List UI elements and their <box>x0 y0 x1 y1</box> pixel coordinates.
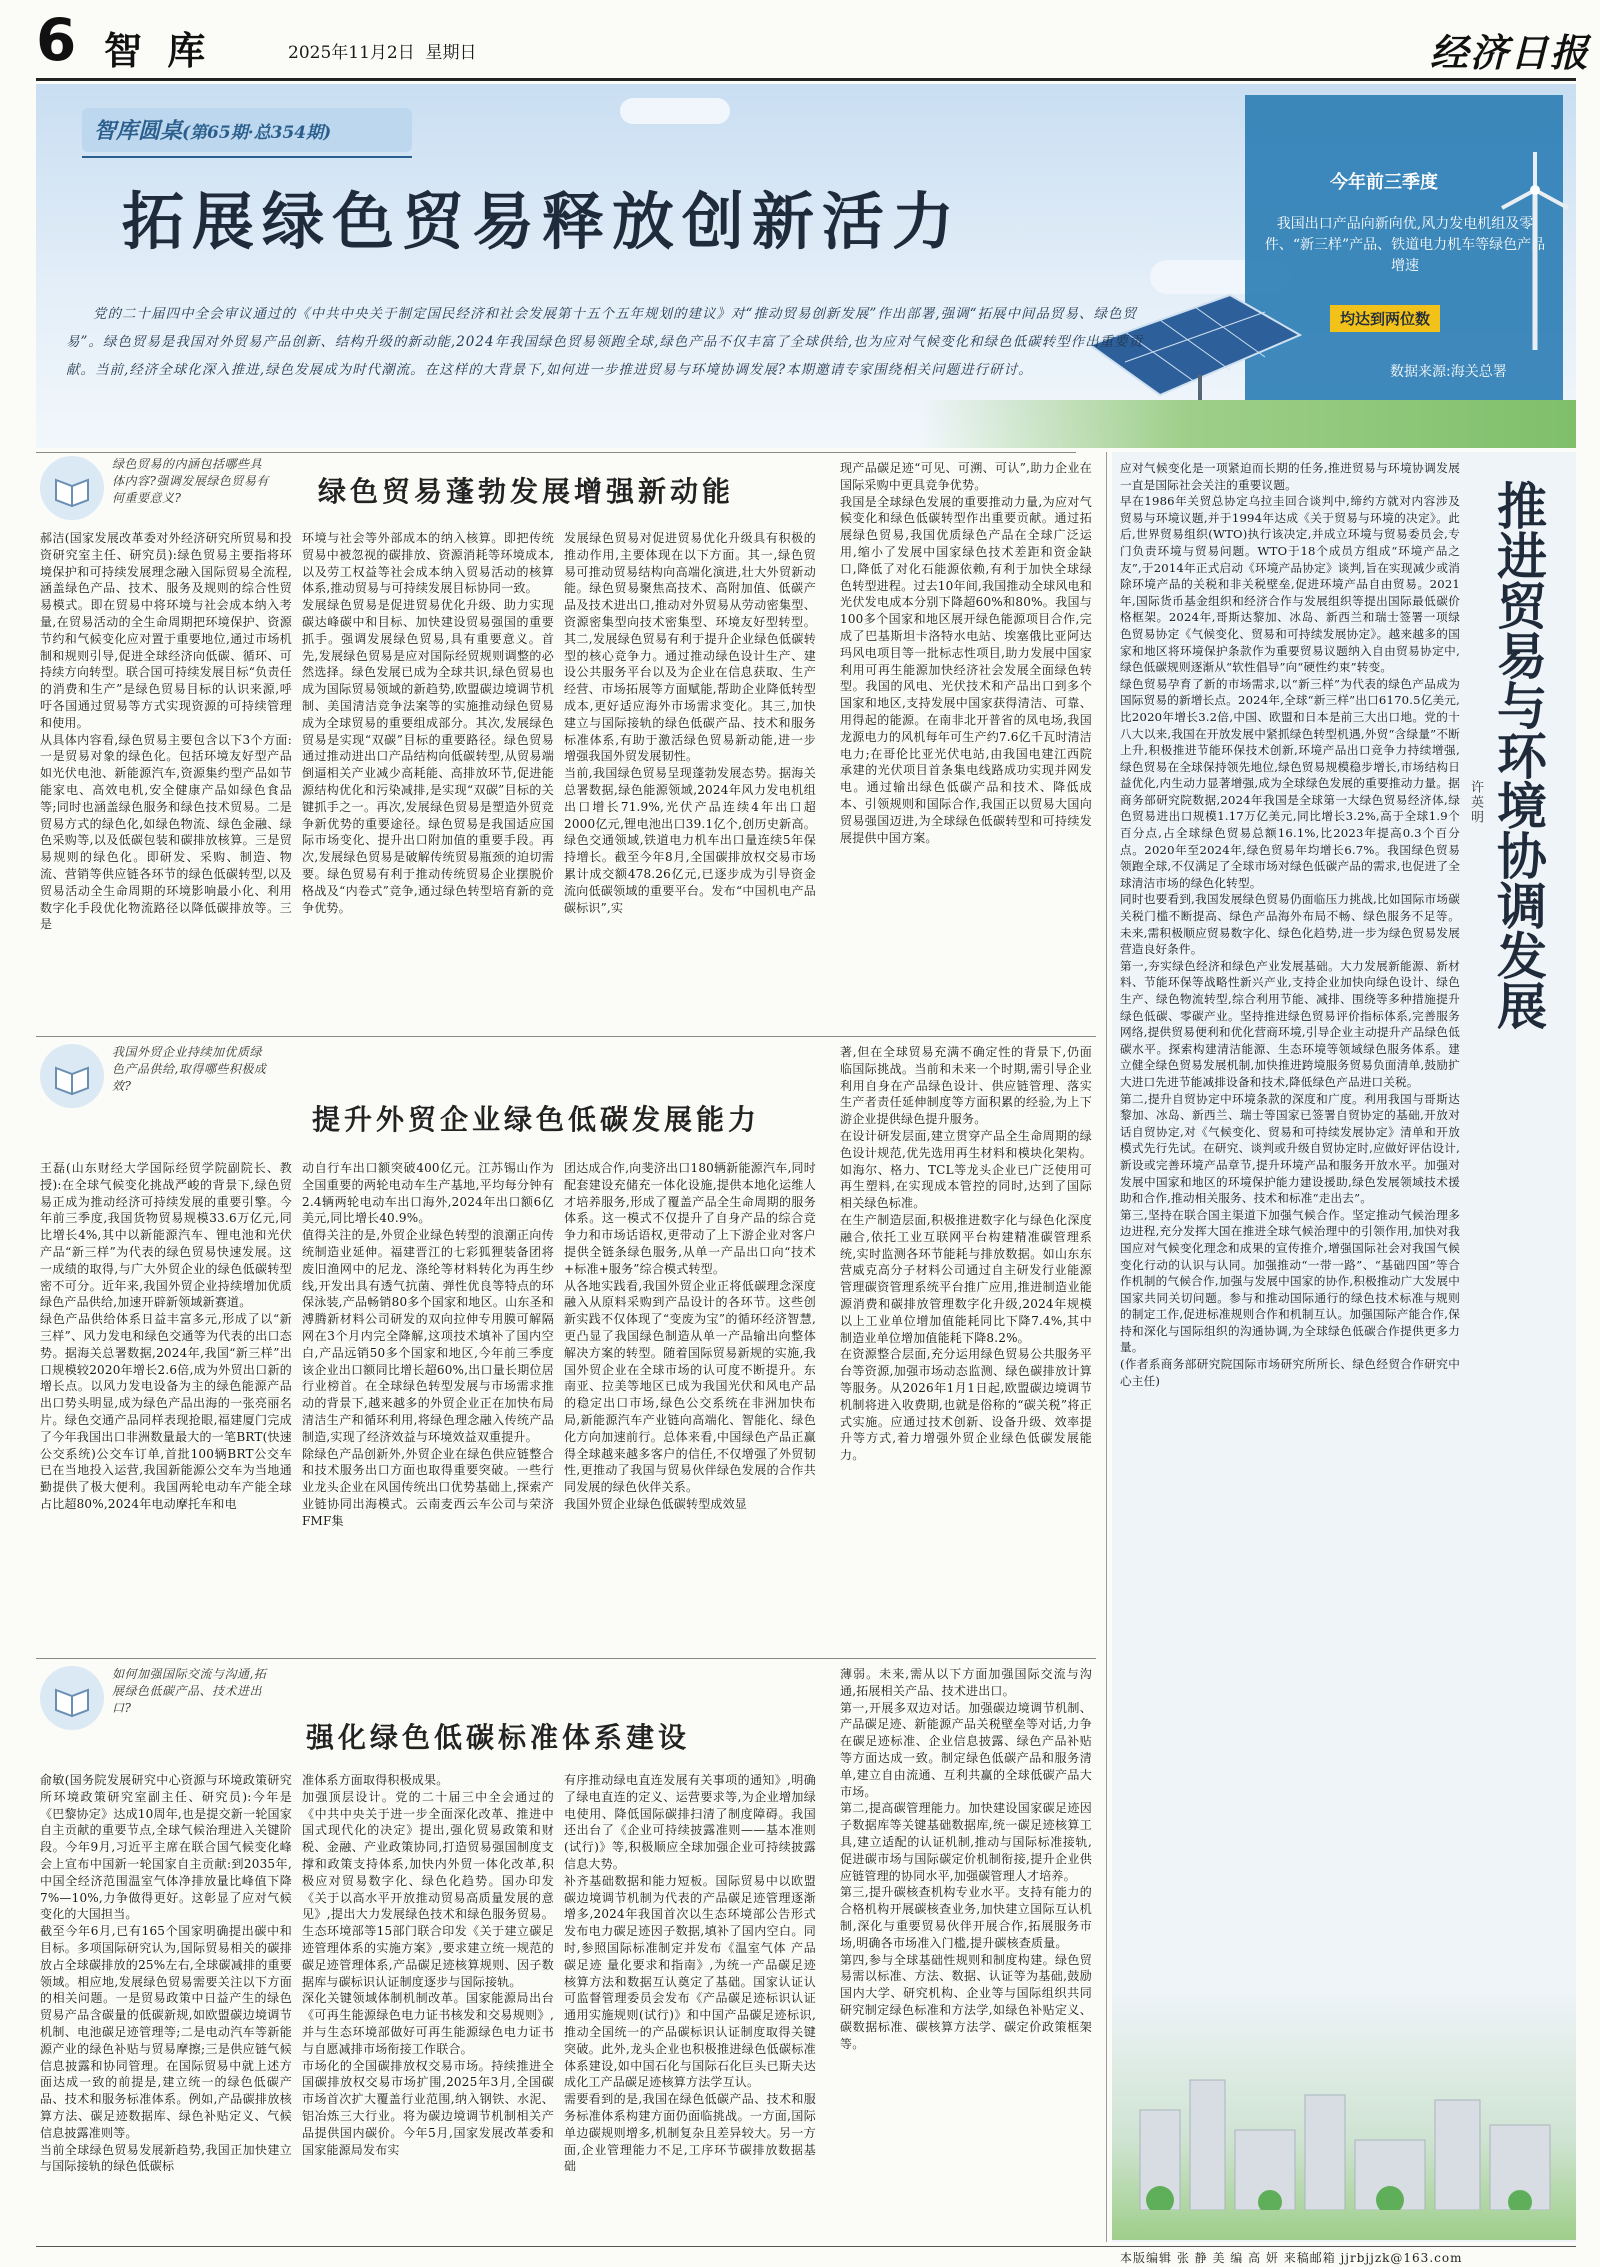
header-bottom-rule <box>36 452 1076 453</box>
question-book-icon <box>40 1666 104 1730</box>
question-book-icon <box>40 1044 104 1108</box>
article-column: 团达成合作,向斐济出口180辆新能源汽车,同时配套建设充储充一体化设施,提供本地化运维人才培养服务,形成了覆盖产品全生命周期的服务体系。这一模式不仅提升了自身产品的综合竞争力和市场话语权,更带动了上下游企业对客户提供全链条绿色服务,从单一产品出口向“技术+标准+服务”综合模式转型。 从各地实践看,我国外贸企业正将低碳理念深度融入从原料采购到产品设计的各环节。这些创新实践不仅体现了“变废为宝”的循环经济智慧,更凸显了我国绿色制造从单一产品输出向整体解决方案的转型。随着国际贸易新规的实施,我国外贸企业在全球市场的认可度不断提升。东南亚、拉美等地区已成为我国光伏和风电产品的稳定出口市场,绿色公交系统在非洲加快布局,新能源汽车产业链向高端化、智能化、绿色化方向加速前行。总体来看,中国绿色产品正赢得全球越来越多客户的信任,不仅增强了外贸韧性,更推动了我国与贸易伙伴绿色发展的合作共同发展的绿色伙伴关系。 我国外贸企业绿色低碳转型成效显 <box>564 1161 816 1511</box>
article-column: 有序推动绿电直连发展有关事项的通知》,明确了绿电直连的定义、运营要求等,为企业增加绿电使用、降低国际碳排扫清了制度障碍。我国还出台了《企业可持续披露准则——基本准则(试行)》等,积极顺应全球加强企业可持续披露信息大势。 补齐基础数据和能力短板。国际贸易中以欧盟碳边境调节机制为代表的产品碳足迹管理逐渐增多,2024年我国首次以生态环境部公告形式发布电力碳足迹因子数据,填补了国内空白。同时,参照国际标准制定并发布《温室气体 产品碳足迹 量化要求和指南》,为统一产品碳足迹核算方法和数据互认奠定了基础。国家认证认可监督管理委员会发布《产品碳足迹标识认证通用实施规则(试行)》和中国产品碳足迹标识,推动全国统一的产品碳标识认证制度取得关键突破。此外,龙头企业也积极推进绿色低碳标准体系建设,如中国石化与国际石化巨头已斯夫达成化工产品碳足迹核算方法学互认。 需要看到的是,我国在绿色低碳产品、技术和服务标准体系构建方面仍面临挑战。一方面,国际单边碳规则增多,机制复杂且差异较大。另一方面,企业管理能力不足,工序环节碳排放数据基础 <box>564 1773 816 2174</box>
info-source: 数据来源:海关总署 <box>1390 364 1507 380</box>
article-column: 发展绿色贸易对促进贸易优化升级具有积极的推动作用,主要体现在以下方面。其一,绿色贸易可推动贸易结构向高端化演进,壮大外贸新动能。绿色贸易聚焦高技术、高附加值、低碳产品及技术进出口,推动对外贸易从劳动密集型、资源密集型向技术密集型、环境友好型转型。其二,发展绿色贸易有利于提升企业绿色低碳转型的核心竞争力。通过推动绿色设计生产、建设公共服务平台以及为企业在信息获取、生产经营、市场拓展等方面赋能,帮助企业降低转型成本,更好适应海外市场需求变化。其三,加快建立与国际接轨的绿色低碳产品、技术和服务标准体系,有助于激活绿色贸易新动能,进一步增强我国外贸发展韧性。 当前,我国绿色贸易呈现蓬勃发展态势。据海关总署数据,绿色能源领域,2024年风力发电机组出口增长71.9%,光伏产品连续4年出口超2000亿元,锂电池出口39.1亿个,创历史新高。绿色交通领域,铁道电力机车出口量连续5年保持增长。截至今年8月,全国碳排放权交易市场累计成交额478.26亿元,已逐步成为引导资金流向低碳领域的重要平台。发布“中国机电产品碳标识”,实 <box>564 531 816 915</box>
page-number: 6 <box>36 6 77 74</box>
info-text: 我国出口产品向新向优,风力发电机组及零件、“新三样”产品、铁道电力机车等绿色产品增速 <box>1264 216 1546 274</box>
page-headline: 拓展绿色贸易释放创新活力 <box>122 185 963 258</box>
article-column: 著,但在全球贸易充满不确定性的背景下,仍面临国际挑战。当前和未来一个时期,需引导企业利用自身在产品绿色设计、供应链管理、落实生产者责任延伸制度等方面积累的经验,为上下游企业提供绿色提升服务。 在设计研发层面,建立贯穿产品全生命周期的绿色设计规范,优先选用再生材料和模块化架构。如海尔、格力、TCL等龙头企业已广泛使用可再生塑料,在实现成本管控的同时,达到了国际相关绿色标准。 在生产制造层面,积极推进数字化与绿色化深度融合,依托工业互联网平台构建精准碳管理系统,实时监测各环节能耗与排放数据。如山东东营威克高分子材料公司通过自主研发行业能源管理碳资管理系统平台推广应用,推进制造业能源消费和碳排放管理数字化升级,2024年规模以上工业单位增加值能耗同比下降7.4%,其中制造业单位增加值能耗下降8.2%。 在资源整合层面,充分运用绿色贸易公共服务平台等资源,加强市场动态监测、绿色碳排放计算等服务。从2026年1月1日起,欧盟碳边境调节机制将进入收费期,也就是俗称的“碳关税”将正式实施。应通过技术创新、设备升级、效率提升等方式,着力增强外贸企业绿色低碳发展能力。 <box>840 1045 1092 1463</box>
article-column: 郝洁(国家发展改革委对外经济研究所贸易和投资研究室主任、研究员):绿色贸易主要指将环境保护和可持续发展理念融入国际贸易全流程,涵盖绿色产品、技术、服务及规则的综合性贸易模式。即在贸易中将环境与社会成本纳入考量,在贸易活动的全生命周期把环境保护、资源节约和气候变化应对置于重要地位,通过市场机制和规则引导,促进全球经济向低碳、循环、可持续方向转型。联合国可持续发展目标“负责任的消费和生产”是绿色贸易目标的认识来源,呼吁各国通过贸易等方式实现资源的可持续管理和使用。 从具体内容看,绿色贸易主要包含以下3个方面:一是贸易对象的绿色化。包括环境友好型产品如光伏电池、新能源汽车,资源集约型产品如节能家电、高效电机,安全健康产品如绿色食品等;同时也涵盖绿色服务和绿色技术贸易。二是贸易方式的绿色化,如绿色物流、绿色金融、绿色采购等,以及低碳包装和碳排放核算。三是贸易规则的绿色化。即研发、采购、制造、物流、营销等供应链各环节的绿色低碳转型,以及贸易活动全生命周期的环境影响最小化、利用数字化手段优化物流路径以降低碳排放等。三是 <box>40 531 292 932</box>
question-text: 我国外贸企业持续加优质绿色产品供给,取得哪些积极成效? <box>112 1045 267 1093</box>
green-ground-decoration <box>920 400 1576 448</box>
masthead-rule <box>36 78 1576 81</box>
issue-date: 2025年11月2日 星期日 <box>288 43 477 63</box>
article-column: 现产品碳足迹“可见、可溯、可认”,助力企业在国际采购中更具竞争优势。 我国是全球绿色发展的重要推动力量,为应对气候变化和绿色低碳转型作出重要贡献。通过拓展绿色贸易,我国优质绿色产品在全球广泛运用,缩小了发展中国家绿色技术差距和资金缺口,降低了对化石能源依赖,有利于加快全球绿色转型进程。过去10年间,我国推动全球风电和光伏发电成本分别下降超60%和80%。我国与100多个国家和地区展开绿色能源项目合作,完成了巴基斯坦卡洛特水电站、埃塞俄比亚阿达玛风电项目等一批标志性项目,助力发展中国家利用可再生能源加快经济社会发展全面绿色转型。我国的风电、光伏技术和产品出口到多个国家和地区,支持发展中国家获得清洁、可靠、用得起的能源。在南非北开普省的凤电场,我国龙源电力的风机每年可生产约7.6亿千瓦时清洁电力;在哥伦比亚光伏电站,由我国电建江西院承建的光伏项目首条集电线路成功实现并网发电。通过输出绿色低碳产品和技术、降低成本、引领规则和国际合作,我国正以贸易大国向贸易强国迈进,为全球绿色低碳转型和可持续发展提供中国方案。 <box>840 461 1092 845</box>
wind-turbine-illustration <box>1500 150 1570 350</box>
city-skyline-illustration <box>1130 2040 1560 2210</box>
commentary-author: 许英明 <box>1468 780 1483 825</box>
lead-paragraph: 党的二十届四中全会审议通过的《中共中央关于制定国民经济和社会发展第十五个五年规划的建议》对“推动贸易创新发展”作出部署,强调“拓展中间品贸易、绿色贸易”。绿色贸易是我国对外贸易产品创新、结构升级的新动能,2024年我国绿色贸易领跑全球,绿色产品不仅丰富了全球供给,也为应对气候变化和绿色低碳转型作出重要贡献。当前,经济全球化深入推进,绿色发展成为时代潮流。在这样的大背景下,如何进一步推进贸易与环境协调发展?本期邀请专家围绕相关问题进行研讨。 <box>66 306 1144 378</box>
article-column: 准体系方面取得积极成果。 加强顶层设计。党的二十届三中全会通过的《中共中央关于进一步全面深化改革、推进中国式现代化的决定》提出,强化贸易政策和财税、金融、产业政策协同,打造贸易强国制度支撑和政策支持体系,加快内外贸一体化改革,积极应对贸易数字化、绿色化趋势。国办印发《关于以高水平开放推动贸易高质量发展的意见》,提出大力发展绿色技术和绿色服务贸易。生态环境部等15部门联合印发《关于建立碳足迹管理体系的实施方案》,要求建立统一规范的碳足迹管理体系,产品碳足迹核算规则、因子数据库与碳标识认证制度逐步与国际接轨。 深化关键领域体制机制改革。国家能源局出台《可再生能源绿色电力证书核发和交易规则》,并与生态环境部做好可再生能源绿色电力证书与自愿减排市场衔接工作联合。 市场化的全国碳排放权交易市场。持续推进全国碳排放权交易市场扩围,2025年3月,全国碳市场首次扩大覆盖行业范围,纳入钢铁、水泥、铝冶炼三大行业。将为碳边境调节机制相关产品提供国内碳价。今年5月,国家发展改革委和国家能源局发布实 <box>302 1773 554 2157</box>
article-column: 环境与社会等外部成本的纳入核算。即把传统贸易中被忽视的碳排放、资源消耗等环境成本,以及劳工权益等社会成本纳入贸易活动的核算体系,推动贸易与可持续发展目标协同一致。 发展绿色贸易是促进贸易优化升级、助力实现碳达峰碳中和目标、加快建设贸易强国的重要抓手。强调发展绿色贸易,具有重要意义。首先,发展绿色贸易是应对国际经贸规则调整的必然选择。绿色发展已成为全球共识,绿色贸易也成为国际贸易领域的新趋势,欧盟碳边境调节机制、美国清洁竞争法案等的实施推动绿色贸易成为全球贸易的重要组成部分。其次,发展绿色贸易是实现“双碳”目标的重要路径。绿色贸易通过推动进出口产品结构向低碳转型,从贸易端倒逼相关产业减少高耗能、高排放环节,促进能源结构优化和污染减排,是实现“双碳”目标的关键抓手之一。再次,发展绿色贸易是塑造外贸竞争新优势的重要途径。绿色贸易是我国适应国际市场变化、提升出口附加值的重要手段。再次,发展绿色贸易是破解传统贸易瓶颈的迫切需要。绿色贸易有利于推动传统贸易企业摆脱价格战及“内卷式”竞争,通过绿色转型培育新的竞争优势。 <box>302 531 554 915</box>
question-box <box>40 1044 280 1108</box>
article-column: 王磊(山东财经大学国际经贸学院副院长、教授):在全球气候变化挑战严峻的背景下,绿色贸易正成为推动经济可持续发展的重要引擎。今年前三季度,我国货物贸易规模33.6万亿元,同比增长4%,其中以新能源汽车、锂电池和光伏产品“新三样”为代表的绿色贸易快速发展。这一成绩的取得,与广大外贸企业的绿色低碳转型密不可分。近年来,我国外贸企业持续增加优质绿色产品供给,加速开辟新领域新赛道。 绿色产品供给体系日益丰富多元,形成了以“新三样”、风力发电和绿色交通等为代表的出口态势。据海关总署数据,2024年,我国“新三样”出口规模较2020年增长2.6倍,成为外贸出口新的增长点。以风力发电设备为主的绿色能源产品出口势头明显,成为绿色产品出海的一张亮丽名片。绿色交通产品同样表现抢眼,福建厦门完成了今年我国出口非洲数量最大的一笔BRT(快速公交系统)公交车订单,首批100辆BRT公交车已在当地投入运营,我国新能源公交车为当地通勤提供了极大便利。我国两轮电动车产能全球占比超80%,2024年电动摩托车和电 <box>40 1161 292 1511</box>
wind-turbine-icon <box>1502 152 1568 350</box>
commentary-title: 推进贸易与环境协调发展 <box>1489 480 1547 1030</box>
info-badge: 均达到两位数 <box>1330 305 1440 332</box>
info-title: 今年前三季度 <box>1330 172 1438 193</box>
section-divider <box>36 1036 1096 1037</box>
editor-credits: 本版编辑 张 静 美 编 高 妍 来稿邮箱 jjrbjjzk@163.com <box>1120 2251 1463 2265</box>
section-title: 绿色贸易蓬勃发展增强新动能 <box>318 475 735 508</box>
question-book-icon <box>40 456 104 520</box>
section-name: 智 库 <box>104 29 212 73</box>
article-column: 薄弱。未来,需从以下方面加强国际交流与沟通,拓展相关产品、技术进出口。 第一,开展多双边对话。加强碳边境调节机制、产品碳足迹、新能源产品关税壁垒等对话,力争在碳足迹标准、企业信息披露、绿色产品补贴等方面达成一致。制定绿色低碳产品和服务清单,建立自由流通、互利共赢的全球低碳产品大市场。 第二,提高碳管理能力。加快建设国家碳足迹因子数据库等关键基础数据库,统一碳足迹核算工具,建立适配的认证机制,推动与国际标准接轨,促进碳市场与国际碳定价机制衔接,提升企业供应链管理的协同水平,加强碳管理人才培养。 第三,提升碳核查机构专业水平。支持有能力的合格机构开展碳核查业务,加快建立国际互认机制,深化与重要贸易伙伴开展合作,拓展服务市场,明确各市场准入门槛,提升碳核查质量。 第四,参与全球基础性规则和制度构建。绿色贸易需以标准、方法、数据、认证等为基础,鼓励国内大学、研究机构、企业等与国际组织共同研究制定绿色标准和方法学,如绿色补贴定义、碳数据标准、碳核算方法学、碳定价政策框架等。 <box>840 1667 1092 2051</box>
buildings-icon <box>1140 2080 1550 2210</box>
article-column: 俞敏(国务院发展研究中心资源与环境政策研究所环境政策研究室副主任、研究员):今年是《巴黎协定》达成10周年,也是提交新一轮国家自主贡献的重要节点,全球气候治理进入关键阶段。今年9月,习近平主席在联合国气候变化峰会上宣布中国新一轮国家自主贡献:到2035年,中国全经济范围温室气体净排放量比峰值下降7%—10%,力争做得更好。这彰显了应对气候变化的大国担当。 截至今年6月,已有165个国家明确提出碳中和目标。多项国际研究认为,国际贸易相关的碳排放占全球碳排放的25%左右,全球碳减排的重要领域。相应地,发展绿色贸易需要关注以下方面的相关问题。一是贸易政策中日益产生的绿色贸易产品含碳量的低碳新规,如欧盟碳边境调节机制、电池碳足迹管理等;二是电动汽车等新能源产业的绿色补贴与贸易摩擦;三是供应链气候信息披露和协同管理。在国际贸易中就上述方面达成一致的前提是,建立统一的绿色低碳产品、技术和服务标准体系。例如,产品碳排放核算方法、碳足迹数据库、绿色补贴定义、气候信息披露准则等。 当前全球绿色贸易发展新趋势,我国正加快建立与国际接轨的绿色低碳标 <box>40 1773 292 2174</box>
question-box <box>40 1666 280 1730</box>
column-label-underline <box>82 156 412 158</box>
section-title: 提升外贸企业绿色低碳发展能力 <box>312 1103 761 1136</box>
question-text: 绿色贸易的内涵包括哪些具体内容?强调发展绿色贸易有何重要意义? <box>112 457 269 505</box>
question-box <box>40 456 280 520</box>
section-divider <box>36 1658 1096 1659</box>
commentary-text: 应对气候变化是一项紧迫而长期的任务,推进贸易与环境协调发展一直是国际社会关注的重要议题。 早在1986年关贸总协定乌拉圭回合谈判中,缔约方就对内容涉及贸易与环境议题,并于1994年达成《关于贸易与环境的决定》。此后,世界贸易组织(WTO)执行该决定,并成立环境与贸易委员会,专门负责环境与贸易问题。WTO于18个成员方组成“环境产品之友”,于2014年正式启动《环境产品协定》谈判,旨在实现减少或消除环境产品的关税和非关税壁垒,促进环境产品自由贸易。2021年,国际货币基金组织和经济合作与发展组织等提出国际最低碳价格框架。2024年,哥斯达黎加、冰岛、新西兰和瑞士签署一项绿色贸易协定《气候变化、贸易和可持续发展协定》。越来越多的国家和地区将环境保护条款作为重要贸易议题纳入自由贸易协定中,绿色低碳规则逐渐从“软性倡导”向“硬性约束”转变。 绿色贸易孕育了新的市场需求,以“新三样”为代表的绿色产品成为国际贸易的新增长点。2024年,全球“新三样”出口6170.5亿美元,比2020年增长3.2倍,中国、欧盟和日本是前三大出口地。党的十八大以来,我国在开放发展中紧抓绿色转型机遇,外贸“含绿量”不断上升,积极推进节能环保技术创新,环境产品出口竞争力持续增强,绿色贸易在全球保持领先地位,绿色贸易规模稳步增长,市场结构日益优化,内生动力显著增强,成为全球绿色发展的重要推动力量。据商务部研究院数据,2024年我国是全球第一大绿色贸易经济体,绿色贸易进出口规模1.17万亿美元,同比增长3.2%,高于全球1.9个百分点,占全球绿色贸易总额16.1%,比2023年提高0.3个百分点。2020年至2024年,绿色贸易年均增长6.7%。我国绿色贸易领跑全球,不仅满足了全球市场对绿色低碳产品的需求,也促进了全球清洁市场的绿色化转型。 同时也要看到,我国发展绿色贸易仍面临压力挑战,比如国际市场碳关税门槛不断提高、绿色产品海外布局不畅、绿色服务不足等。未来,需积极顺应贸易数字化、绿色化趋势,进一步为绿色贸易发展营造良好条件。 第一,夯实绿色经济和绿色产业发展基础。大力发展新能源、新材料、节能环保等战略性新兴产业,支持企业加快向绿色设计、绿色生产、绿色物流转型,综合利用节能、减排、围绕等多种措施提升绿色低碳、零碳产业。坚持推进绿色贸易评价指标体系,完善服务网络,提供贸易便利和优化营商环境,引导企业主动提升产品绿色低碳水平。探索构建清洁能源、生态环境等领域绿色服务体系。建立健全绿色贸易发展机制,加快推进跨境服务贸易负面清单,鼓励扩大进口先进节能减排设备和技术,降低绿色产品进口关税。 第二,提升自贸协定中环境条款的深度和广度。利用我国与哥斯达黎加、冰岛、新西兰、瑞士等国家已签署自贸协定的基础,开放对话自贸协定,对《气候变化、贸易和可持续发展协定》清单和开放模式先行先试。在研究、谈判或升级自贸协定时,应做好评估设计,新设或完善环境产品章节,提升环境产品和服务开放水平。加强对发展中国家和地区的环境保护能力建设援助,绿色发展领域技术援助和合作,推动相关服务、技术和标准“走出去”。 第三,坚持在联合国主渠道下加强气候合作。坚定推动气候治理多边进程,充分发挥大国在推进全球气候治理中的引领作用,加快对我国应对气候变化理念和成果的宣传推介,增强国际社会对我国气候变化行动的认识与认同。加强推动“一带一路”、“基础四国”等合作机制的气候合作,加强与发展中国家的协作,积极推动广大发展中国家共同关切问题。参与和推动国际通行的绿色技术标准与规则的制定工作,促进标准规则合作和机制互认。加强国际产能合作,保持和深化与国际组织的沟通协调,为全球绿色低碳合作提供更多力量。 (作者系商务部研究院国际市场研究所所长、绿色经贸合作研究中心主任) <box>1120 461 1460 1388</box>
newspaper-logo: 经济日报 <box>1430 30 1591 75</box>
section-title: 强化绿色低碳标准体系建设 <box>306 1721 691 1754</box>
column-separator <box>1106 452 1107 2242</box>
footer-rule <box>36 2246 1576 2247</box>
article-column: 动自行车出口额突破400亿元。江苏锡山作为全国重要的两轮电动车生产基地,平均每分钟有2.4辆两轮电动车出口海外,2024年出口额6亿美元,同比增长40.9%。 值得关注的是,外贸企业绿色转型的浪潮正向传统制造业延伸。福建晋江的七彩狐狸装备团将废旧渔网中的尼龙、涤纶等材料转化为再生纱线,开发出具有透气抗菌、弹性优良等特点的环保泳装,产品畅销80多个国家和地区。山东圣和溥腾新材料公司研发的双向拉伸专用膜可解隔网在3个月内完全降解,这项技术填补了国内空白,产品远销50多个国家和地区,今年前三季度该企业出口额同比增长超60%,出口量长期位居行业榜首。在全球绿色转型发展与市场需求推动的背景下,越来越多的外贸企业正在加快布局清洁生产和循环利用,将绿色理念融入传统产品制造,实现了经济效益与环境效益双重提升。 除绿色产品创新外,外贸企业在绿色供应链整合和技术服务出口方面也取得重要突破。一些行业龙头企业在风国传统出口优势基础上,探索产业链协同出海模式。云南麦西云车公司与荣济FMF集 <box>302 1161 554 1528</box>
question-text: 如何加强国际交流与沟通,拓展绿色低碳产品、技术进出口? <box>112 1667 267 1715</box>
column-label: 智库圆桌(第65期·总354期) <box>82 108 412 152</box>
cloud-decoration <box>620 98 730 124</box>
